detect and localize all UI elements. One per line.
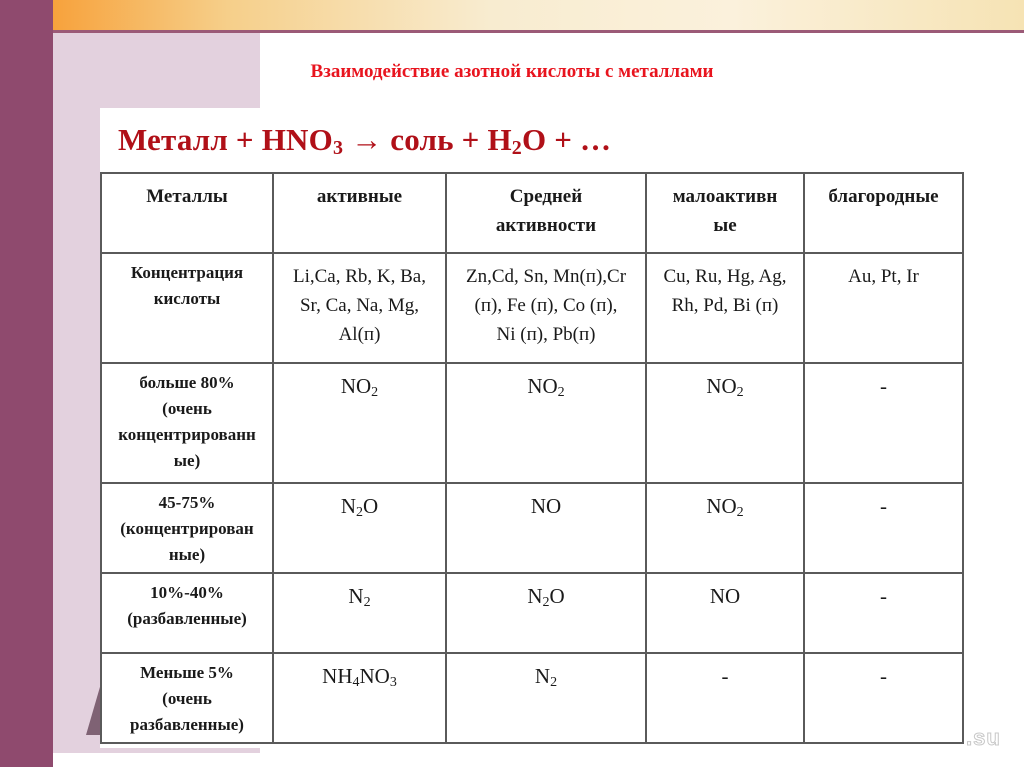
cell-noble-metals: [804, 253, 963, 363]
cell-line: разбавленные): [130, 715, 244, 734]
nitric-acid-metals-table: [100, 172, 964, 744]
cell-product: [273, 573, 446, 653]
cell-line: ные): [168, 545, 206, 564]
formula-text: NO: [706, 374, 737, 398]
row-label: [101, 483, 273, 573]
cell-low-metals: [646, 253, 804, 363]
cell-product: [646, 573, 804, 653]
formula-text: NO: [527, 374, 558, 398]
cell-product: [804, 653, 963, 743]
left-accent-bar: [0, 0, 53, 767]
formula-text: NO: [359, 664, 390, 688]
formula-text: -: [880, 494, 887, 518]
formula-subscript: 2: [550, 675, 558, 690]
cell-product: [804, 573, 963, 653]
formula-text: NH: [322, 664, 353, 688]
cell-line: (разбавленные): [127, 609, 247, 628]
row-label-concentration: [101, 253, 273, 363]
formula-subscript: 2: [557, 385, 565, 400]
cell-line: Au, Pt, Ir: [848, 266, 919, 287]
cell-line: Cu, Ru, Hg, Ag,: [663, 266, 787, 287]
header-active: [273, 173, 446, 253]
cell-product: [446, 653, 646, 743]
cell-line: (очень: [162, 689, 212, 708]
formula-subscript: 2: [363, 595, 371, 610]
formula-text: -: [880, 584, 887, 608]
row-label: [101, 573, 273, 653]
cell-line: Меньше 5%: [140, 663, 234, 682]
table-row: [101, 483, 963, 573]
formula-text: N: [340, 494, 356, 518]
cell-product: [273, 653, 446, 743]
cell-line: больше 80%: [139, 373, 235, 392]
formula-text: N: [534, 664, 551, 688]
cell-product: [646, 653, 804, 743]
cell-line: (очень: [162, 399, 212, 418]
cell-product: [446, 483, 646, 573]
cell-active-metals: [273, 253, 446, 363]
cell-line: благородные: [828, 186, 939, 207]
cell-line: (п), Fe (п), Co (п),: [474, 295, 618, 316]
cell-medium-metals: [446, 253, 646, 363]
cell-line: Ni (п), Pb(п): [496, 324, 596, 345]
formula-text: NO: [530, 494, 562, 518]
formula-subscript: 2: [542, 595, 550, 610]
equation-left-sub: 3: [332, 137, 344, 159]
cell-line: 45-75%: [158, 493, 216, 512]
formula-text: -: [880, 374, 887, 398]
equation-mid-sub: 2: [511, 137, 522, 159]
formula-text: NO: [709, 584, 741, 608]
cell-product: [646, 363, 804, 483]
formula-subscript: 2: [736, 385, 744, 400]
cell-product: [646, 483, 804, 573]
cell-line: малоактивн: [672, 186, 778, 207]
cell-line: Концентрация: [130, 263, 244, 282]
cell-line: активности: [495, 215, 597, 236]
row-label: [101, 363, 273, 483]
cell-product: [804, 363, 963, 483]
formula-text: NO: [706, 494, 737, 518]
formula-text: N: [348, 584, 364, 608]
row-label: [101, 653, 273, 743]
header-metals: [101, 173, 273, 253]
cell-product: [273, 483, 446, 573]
formula-subscript: 3: [389, 675, 397, 690]
header-medium: [446, 173, 646, 253]
top-gradient-band: [53, 0, 1024, 30]
table-row: [101, 573, 963, 653]
formula-text: -: [880, 664, 887, 688]
cell-line: концентрированн: [118, 425, 256, 444]
cell-line: Sr, Ca, Na, Mg,: [299, 295, 420, 316]
equation-mid: соль + H: [390, 122, 512, 157]
formula-text: -: [721, 664, 729, 688]
cell-line: Металлы: [146, 186, 228, 207]
cell-line: 10%-40%: [150, 583, 224, 602]
formula-text: NO: [340, 374, 372, 398]
formula-subscript: 2: [371, 385, 379, 400]
header-noble: [804, 173, 963, 253]
formula-text: O: [363, 494, 379, 518]
formula-subscript: 4: [352, 675, 360, 690]
cell-line: Zn,Cd, Sn, Mn(п),Cr: [465, 266, 627, 287]
formula-subscript: 2: [356, 505, 363, 520]
formula-text: N: [527, 584, 543, 608]
table-row: [101, 363, 963, 483]
equation-left: Металл + HNO: [118, 122, 333, 157]
cell-line: ые: [713, 215, 737, 236]
table-row-metals-list: [101, 253, 963, 363]
cell-line: кислоты: [153, 289, 221, 308]
cell-line: Li,Ca, Rb, K, Ba,: [293, 266, 426, 287]
cell-line: Rh, Pd, Bi (п): [671, 295, 779, 316]
cell-line: Al(п): [338, 324, 381, 345]
formula-text: O: [549, 584, 565, 608]
cell-line: (концентрирован: [120, 519, 254, 538]
formula-subscript: 2: [736, 505, 744, 520]
cell-product: [446, 573, 646, 653]
cell-line: ые): [173, 451, 201, 470]
reaction-equation: [118, 122, 611, 160]
table-header-row: [101, 173, 963, 253]
equation-arrow: →: [343, 122, 391, 157]
cell-product: [273, 363, 446, 483]
cell-line: Средней: [509, 186, 583, 207]
cell-product: [446, 363, 646, 483]
cell-product: [804, 483, 963, 573]
equation-right: O + …: [521, 122, 612, 157]
site-watermark: .su: [966, 725, 1001, 750]
cell-line: активные: [316, 186, 403, 207]
slide-title: Взаимодействие азотной кислоты с металлами: [310, 61, 714, 82]
header-low-activity: [646, 173, 804, 253]
table-row: [101, 653, 963, 743]
